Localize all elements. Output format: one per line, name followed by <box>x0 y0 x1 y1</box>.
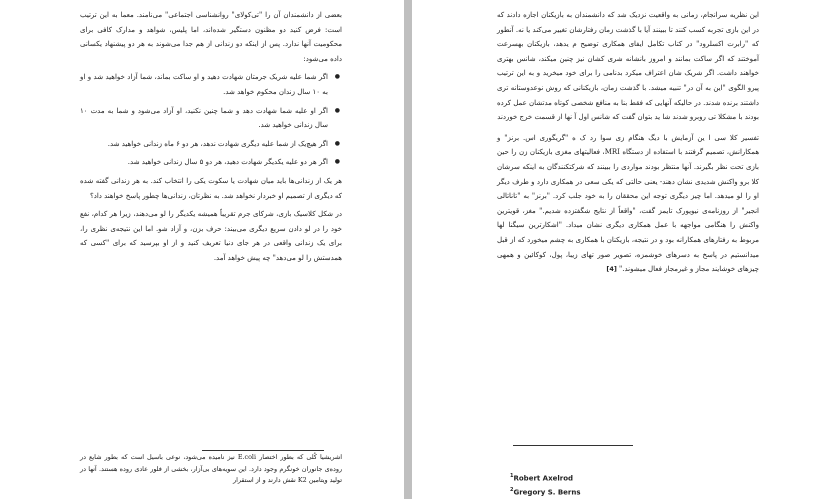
footnote-divider <box>202 450 324 451</box>
left-paragraph-classic: در شکل کلاسیک بازی، شرکای جرم تقریباً همیشه یکدیگر را لو می‌دهند، زیرا هر کدام، نفع خود را در لو دادن سریع دیگری می‌بیند: حرف بزن، و آزاد شو. اما این نتیجه‌ی نظری را، برای یک زندانی واقعی در هر جای دنیا تعریف کنید و از او بپرسید که برای "کسی که همدستش را لو می‌دهد" چه پیش خواهد آمد. <box>80 210 342 262</box>
footnote-berns: Gregory S. Berns <box>513 488 581 497</box>
right-paragraph-axelrod: این نظریه سرانجام، زمانی به واقعیت نزدیک شد که دانشمندان به بازیکنان اجازه دادند که در این بازی تجربه کسب کنند تا ببینند آیا با گذشت زمان رفتارشان تغییر می‌کند یا نه. آنطور که "رابرت اکسلرود" در کتاب تکامل ایفای همکاری توضیح م یدهد، بازیکنان بهسرعت آموختند که اگر ساکت بمانند و امروز بانشانه شری کشان نیز چنین میکند، شانس بهتری خواهند داشت. اگر شریک شان اعتراف میکرد بدنامی را برای خود میخرید و به این ترتیب پیرو الگوی "این به آن در" تنبیه میشد. با گذشت زمان، بازیکنانی که روش نوعدوستانه تری داشتند برنده شدند. در حالیکه آنهایی که فقط بنا به منافع شخصی کوتاه مدتشان عمل کرده بودند با مشکلا تی روبرو شدند شا ید بتوان گفت که شانس اول آ نها از قسمت خرج خوردند <box>497 11 759 122</box>
right-page-body <box>497 8 759 277</box>
left-paragraph-question: هر یک از زندانی‌ها باید میان شهادت یا سکوت یکی را انتخاب کند. به هر زندانی گفته شده که دیگری از تصمیم او خبردار نخواهد شد. به نظرتان، زندانی‌ها چطور پاسخ خواهند داد؟ <box>80 176 342 200</box>
list-item: ● اگر شما علیه شریک جرمتان شهادت دهید و او ساکت بماند، شما آزاد خواهید شد و او به ۱۰ سال زندان محکوم خواهد شد. <box>80 70 328 99</box>
dilemma-options-list <box>80 70 342 170</box>
footnote-divider <box>513 445 633 446</box>
list-item: ● اگر هیچ‌یک از شما علیه دیگری شهادت ندهد، هر دو ۶ ماه زندانی خواهید شد. <box>80 137 328 152</box>
list-item: ● اگر او علیه شما شهادت دهد و شما چنین نکنید، او آزاد می‌شود و شما به مدت ۱۰ سال زندانی خواهید شد. <box>80 104 328 133</box>
footnote-axelrod: Robert Axelrod <box>513 474 574 483</box>
right-paragraph-berns <box>497 131 759 277</box>
right-page <box>412 0 829 499</box>
list-item: ● اگر هر دو علیه یکدیگر شهادت دهید، هر دو ۵ سال زندانی خواهید شد. <box>80 155 328 170</box>
right-footnotes <box>510 470 581 499</box>
left-page-body <box>80 8 342 266</box>
left-page <box>0 0 404 499</box>
footnote-item: $^1$Robert Axelrod <box>510 473 574 483</box>
footnote-item: $^2$Gregory S. Berns <box>510 487 581 497</box>
left-paragraph-intro: بعضی از دانشمندان آن را "تی‌کولای" روانشناسی اجتماعی" می‌نامند. معما به این ترتیب است: فرض کنید دو مظنون دستگیر شده‌اند، اما پلیس، شواهد و مدارک کافی برای محکومیت آنها ندارد. پس از اینکه دو زندانی از هم جدا می‌شوند به هر دو پیشنهاد یکسانی داده می‌شود: <box>80 11 342 63</box>
citation-marker: [4] <box>606 265 617 274</box>
right-paragraph-berns-text: تفسیر کلا سی ا ین آزمایش با دیگ هنگام زی سوا رد ک ه "گریگوری اس. برنز" و همکارانش، تصمیم گرفتند با استفاده از دستگاه MRI، فعالیتهای مغزی بازیکنان زن را حین بازی تحت نظر بگیرند. آنها منتظر بودند مواردی را ببینند که شرکتکنندگان به اینکه سرشان کلا برو واکنش شدیدی نشان دهند- یعنی حالتی که یکی سعی در همکاری دارد و طرف دیگر او را لو میدهد. اما چیز دیگری توجه این محققان را به خود جلب کرد. "برنز" به "تاناتالی انجیر" از روزنامه‌ی نیویورک تایمز گفت، "واقعاً از نتایج شگفتزده شدیم." مغز، قویترین واکنش را هنگامی مواجهه با عمل همکاری دیگری نشان میداد. "اشکارترین سیگنا لها مربوط به رفتارهای همکارانه بود و در نتیجه، بازیکنان با همکاری به چشم میخورد که از قبل میدانستیم در پاسخ به دسرهای خوشمزه، تصویر صور تهای زیبا، پول، کوکائین و همهی چیزهای خوشایند مجاز و غیرمجاز فعال میشوند." <box>497 133 760 274</box>
left-footnote: اشریشیا کُلی که بطور اختصار E.coli نیز نامیده می‌شود، نوعی باسیل است که بطور شایع در روده‌ی جانوران خونگرم وجود دارد. این سویه‌های بی‌آزار، بخشی از فلور عادی روده هستند. آنها در تولید ویتامین K2 نقش دارند و از استقرار <box>80 453 342 484</box>
